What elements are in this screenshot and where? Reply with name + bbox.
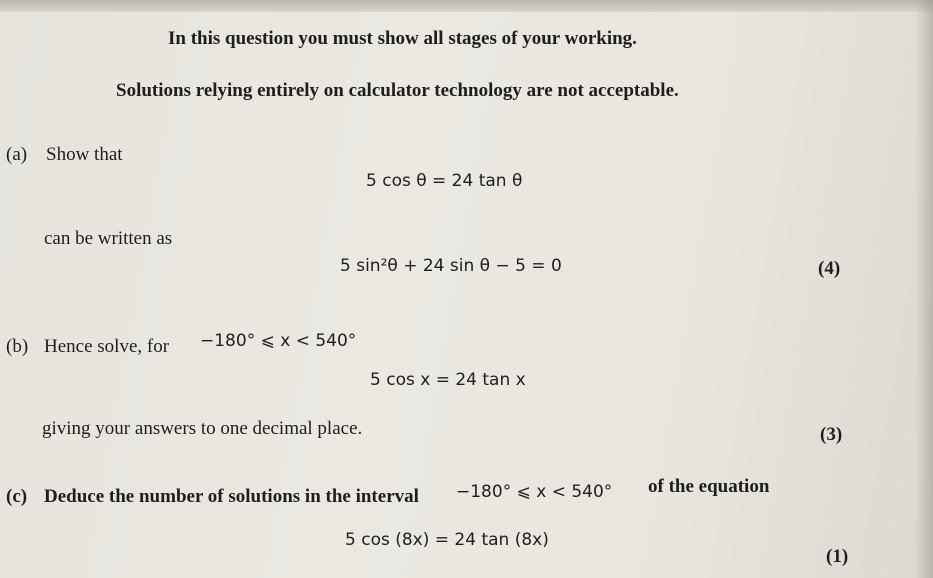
- part-a-marks: (4): [818, 258, 841, 279]
- paper-right-shadow: [915, 0, 933, 578]
- part-c-suffix: of the equation: [648, 476, 770, 497]
- instruction-line-1: In this question you must show all stages of your working.: [168, 28, 637, 49]
- part-c-interval: −180° ⩽ x < 540°: [456, 482, 613, 502]
- part-b-equation: 5 cos x = 24 tan x: [370, 370, 526, 390]
- part-b-marks: (3): [820, 424, 843, 445]
- part-c-equation: 5 cos (8x) = 24 tan (8x): [345, 530, 549, 550]
- part-a-mid-text: can be written as: [44, 228, 173, 249]
- part-b-intro: Hence solve, for: [44, 336, 170, 357]
- paper-top-edge: [0, 0, 933, 12]
- instruction-line-2: Solutions relying entirely on calculator technology are not acceptable.: [116, 80, 679, 101]
- part-c-label: (c): [6, 486, 28, 507]
- part-c-marks: (1): [826, 546, 849, 567]
- part-b-outro: giving your answers to one decimal place.: [42, 418, 363, 439]
- part-b-label: (b): [6, 336, 29, 357]
- part-a-equation-1: 5 cos θ = 24 tan θ: [366, 171, 523, 191]
- part-a-intro: Show that: [46, 144, 123, 165]
- part-a-label: (a): [6, 144, 28, 165]
- part-b-interval: −180° ⩽ x < 540°: [200, 331, 357, 351]
- part-a-equation-2: 5 sin²θ + 24 sin θ − 5 = 0: [340, 256, 562, 276]
- part-c-intro: Deduce the number of solutions in the interval: [44, 486, 419, 507]
